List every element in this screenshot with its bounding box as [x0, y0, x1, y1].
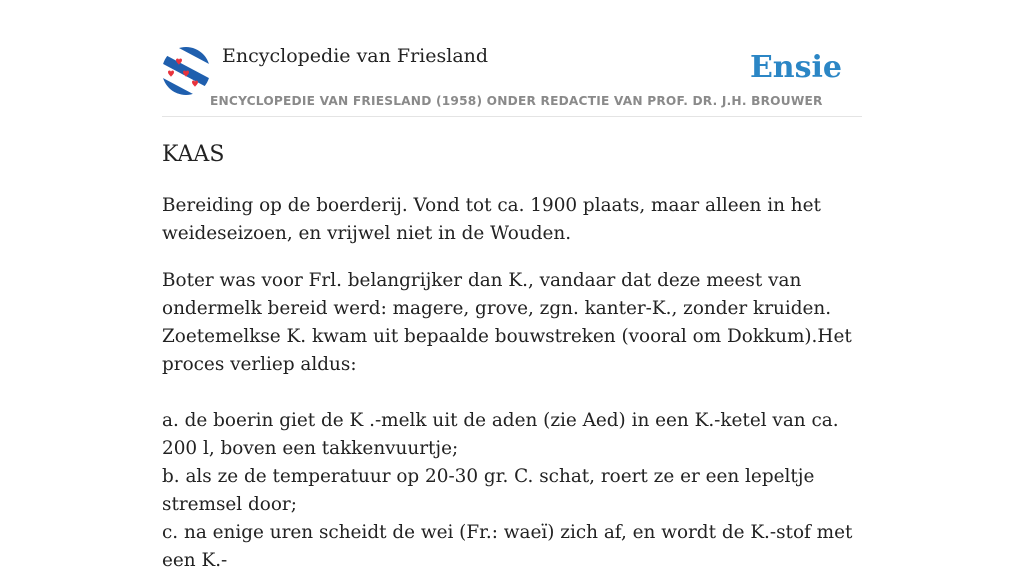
article: [162, 140, 867, 575]
site-header: [162, 44, 862, 117]
article-title: KAAS: [162, 142, 225, 167]
ensie-brand-link[interactable]: Ensie: [749, 50, 842, 85]
article-paragraph: Boter was voor Frl. belangrijker dan K., vandaar dat deze meest van ondermelk bereid werd: magere, grove, zgn. kanter-K., zonder kruiden. Zoetemelkse K. kwam uit bepaalde bouwstreken (vooral om Dokkum).Het proces verliep aldus: a. de boerin giet de K .-melk uit de aden (zie Aed) in een K.-ketel van ca. 200 l, boven een takkenvuurtje; b. als ze de temperatuur op 20-30 gr. C. schat, roert ze er een lepeltje stremsel door; c. na enige uren scheidt de wei (Fr.: waeï) zich af, en wordt de K.-stof met een K.-: [162, 270, 853, 571]
article-paragraph: Bereiding op de boerderij. Vond tot ca. 1900 plaats, maar alleen in het weideseizoen, en vrijwel niet in de Wouden.: [162, 195, 821, 244]
frisian-flag-icon[interactable]: [162, 47, 210, 95]
site-subtitle: ENCYCLOPEDIE VAN FRIESLAND (1958) ONDER REDACTIE VAN PROF. DR. J.H. BROUWER: [210, 94, 823, 108]
site-title[interactable]: Encyclopedie van Friesland: [222, 45, 489, 67]
